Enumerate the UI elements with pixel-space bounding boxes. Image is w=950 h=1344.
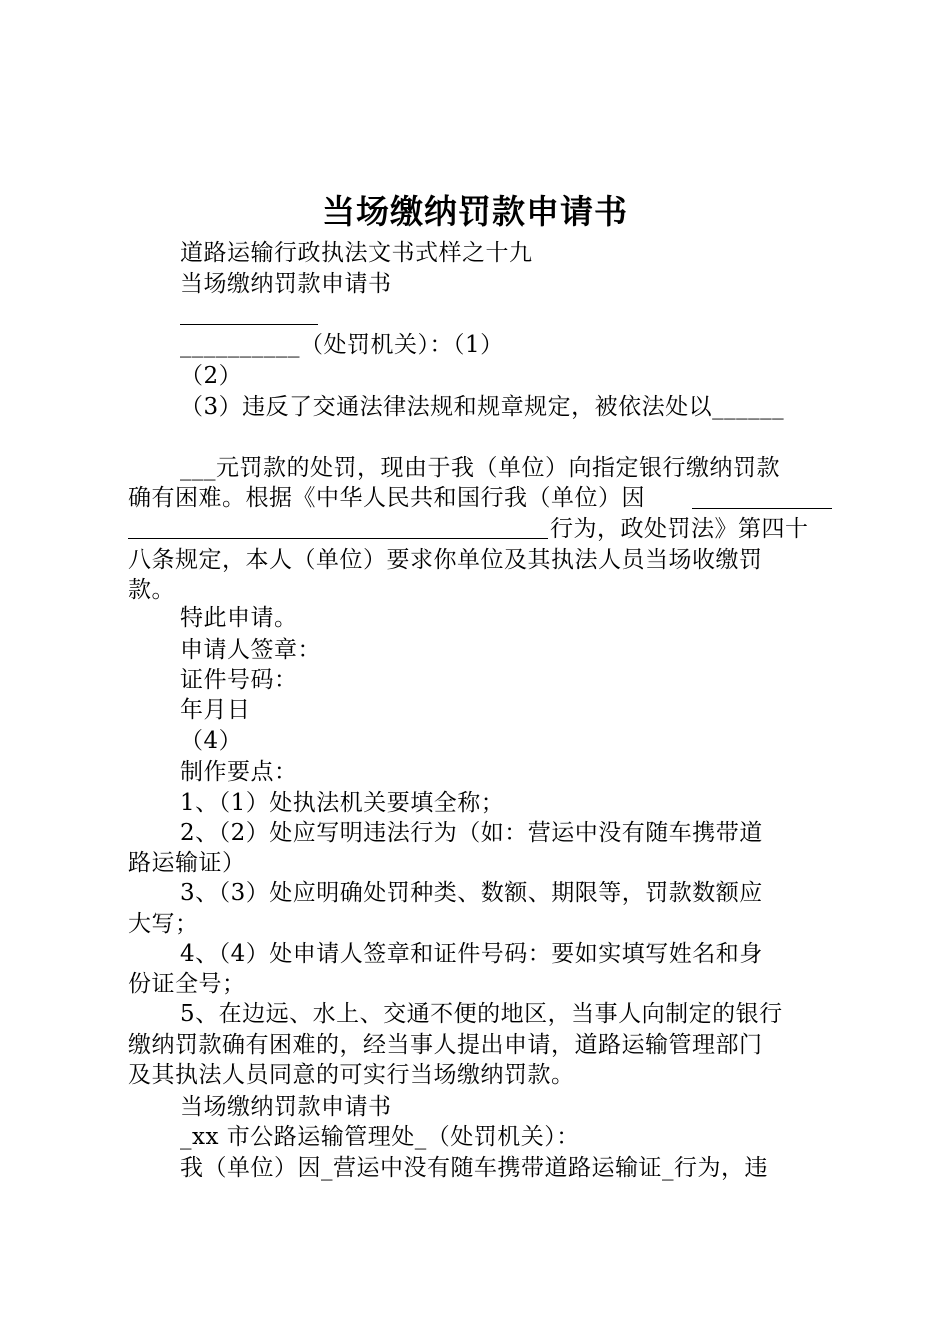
note-item-continued: 路运输证） <box>128 850 246 876</box>
subtitle-form-number: 道路运输行政执法文书式样之十九 <box>180 240 533 266</box>
note-item-continued: 大写； <box>128 911 199 937</box>
note-item: 3、（3）处应明确处罚种类、数额、期限等，罚款数额应 <box>180 880 763 906</box>
body-paragraph-line: 款。 <box>128 577 175 603</box>
notes-heading: 制作要点： <box>180 759 298 785</box>
example-body-line: 我（单位）因_营运中没有随车携带道路运输证_行为，违 <box>180 1155 768 1181</box>
closing-line: 特此申请。 <box>180 605 298 631</box>
body-paragraph-line: 八条规定，本人（单位）要求你单位及其执法人员当场收缴罚 <box>128 547 763 573</box>
blank-line <box>692 508 832 509</box>
blank-line <box>180 324 318 325</box>
body-paragraph-line: 行为，政处罚法》第四十 <box>550 516 809 542</box>
example-heading: 当场缴纳罚款申请书 <box>180 1094 392 1120</box>
marker-4: （4） <box>180 728 243 754</box>
id-number-label: 证件号码： <box>180 667 298 693</box>
marker-2: （2） <box>180 363 243 389</box>
example-addressee: _xx 市公路运输管理处_（处罚机关）： <box>180 1124 580 1150</box>
body-paragraph-line: 确有困难。根据《中华人民共和国行我（单位）因 <box>128 485 645 511</box>
form-heading: 当场缴纳罚款申请书 <box>180 271 392 297</box>
note-item: 2、（2）处应写明违法行为（如：营运中没有随车携带道 <box>180 820 763 846</box>
body-paragraph-line: （3）违反了交通法律法规和规章规定，被依法处以______ <box>180 394 785 420</box>
note-item-continued: 及其执法人员同意的可实行当场缴纳罚款。 <box>128 1062 575 1088</box>
blank-line <box>128 538 548 539</box>
date-label: 年月日 <box>180 697 251 723</box>
applicant-signature-label: 申请人签章： <box>180 637 321 663</box>
note-item-continued: 份证全号； <box>128 971 246 997</box>
addressee-line: __________（处罚机关）：（1） <box>180 332 504 358</box>
note-item: 5、在边远、水上、交通不便的地区，当事人向制定的银行 <box>180 1001 783 1027</box>
note-item: 1、（1）处执法机关要填全称； <box>180 790 505 816</box>
note-item: 4、（4）处申请人签章和证件号码：要如实填写姓名和身 <box>180 941 763 967</box>
document-title: 当场缴纳罚款申请书 <box>322 192 628 231</box>
body-paragraph-line: ___元罚款的处罚，现由于我（单位）向指定银行缴纳罚款 <box>180 455 780 481</box>
note-item-continued: 缴纳罚款确有困难的，经当事人提出申请，道路运输管理部门 <box>128 1032 763 1058</box>
